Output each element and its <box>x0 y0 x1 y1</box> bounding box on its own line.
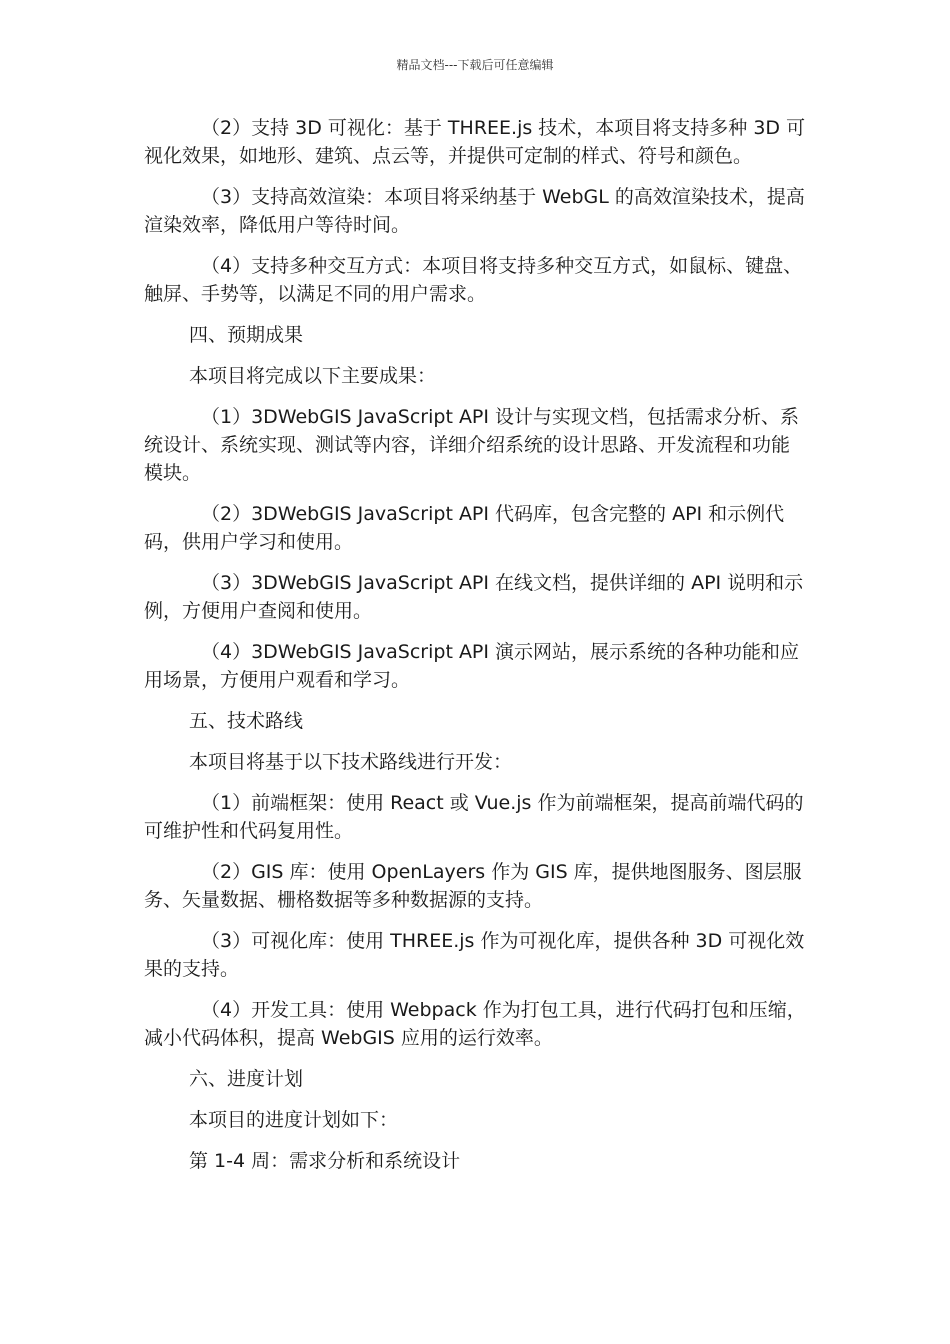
document-body <box>144 114 808 1188</box>
paragraph-interaction-modes: （4）支持多种交互方式：本项目将支持多种交互方式，如鼠标、键盘、触屏、手势等，以满足不同的用户需求。 <box>144 255 803 305</box>
paragraph-results-intro: 本项目将完成以下主要成果： <box>189 365 437 387</box>
paragraph-3d-visualization: （2）支持 3D 可视化：基于 THREE.js 技术，本项目将支持多种 3D 可视化效果，如地形、建筑、点云等，并提供可定制的样式、符号和颜色。 <box>144 117 806 167</box>
paragraph-efficient-rendering: （3）支持高效渲染：本项目将采纳基于 WebGL 的高效渲染技术，提高渲染效率，降低用户等待时间。 <box>144 186 805 236</box>
paragraph-schedule-intro: 本项目的进度计划如下： <box>189 1109 399 1131</box>
paragraph-route-frontend: （1）前端框架：使用 React 或 Vue.js 作为前端框架，提高前端代码的可维护性和代码复用性。 <box>144 792 804 842</box>
paragraph-route-intro: 本项目将基于以下技术路线进行开发： <box>189 751 513 773</box>
paragraph-result-design-doc: （1）3DWebGIS JavaScript API 设计与实现文档，包括需求分析、系统设计、系统实现、测试等内容，详细介绍系统的设计思路、开发流程和功能模块。 <box>144 406 800 484</box>
section-heading-technical-route: 五、技术路线 <box>189 710 304 732</box>
paragraph-result-code-library: （2）3DWebGIS JavaScript API 代码库，包含完整的 API 和示例代码，供用户学习和使用。 <box>144 503 785 553</box>
paragraph-result-demo-site: （4）3DWebGIS JavaScript API 演示网站，展示系统的各种功能和应用场景，方便用户观看和学习。 <box>144 641 800 691</box>
section-heading-expected-results: 四、预期成果 <box>189 324 304 346</box>
paragraph-result-online-docs: （3）3DWebGIS JavaScript API 在线文档，提供详细的 API 说明和示例，方便用户查阅和使用。 <box>144 572 804 622</box>
section-heading-schedule: 六、进度计划 <box>189 1068 304 1090</box>
page-header: 精品文档---下载后可任意编辑 <box>396 58 554 72</box>
paragraph-route-dev-tools: （4）开发工具：使用 Webpack 作为打包工具，进行代码打包和压缩，减小代码体积，提高 WebGIS 应用的运行效率。 <box>144 999 806 1049</box>
paragraph-schedule-week-1-4: 第 1-4 周：需求分析和系统设计 <box>189 1150 461 1172</box>
paragraph-route-visualization: （3）可视化库：使用 THREE.js 作为可视化库，提供各种 3D 可视化效果的支持。 <box>144 930 805 980</box>
paragraph-route-gis-library: （2）GIS 库：使用 OpenLayers 作为 GIS 库，提供地图服务、图层服务、矢量数据、栅格数据等多种数据源的支持。 <box>144 861 802 911</box>
